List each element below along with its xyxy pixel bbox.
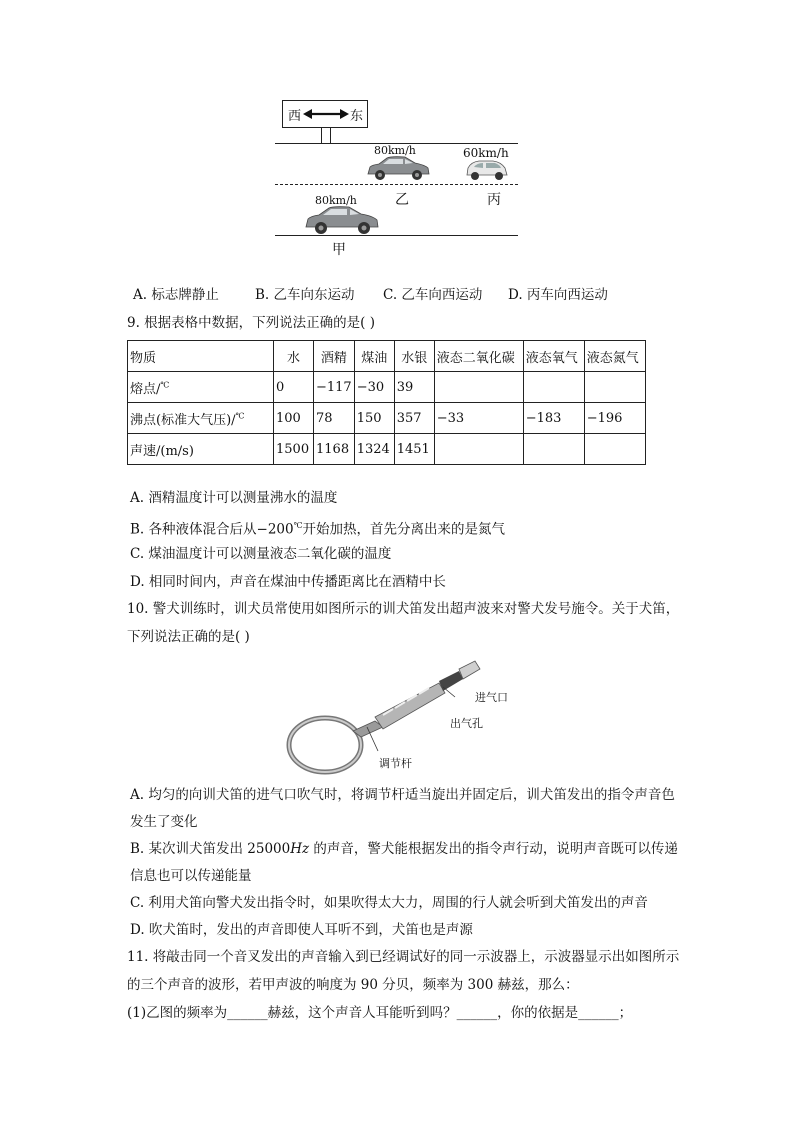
table-cell: 150 — [354, 403, 394, 434]
table-header-row — [128, 341, 646, 372]
table-cell: −33 — [434, 403, 523, 434]
q9-option-c[interactable]: C. 煤油温度计可以测量液态二氧化碳的温度 — [130, 546, 392, 562]
substance-table — [127, 340, 646, 465]
table-cell: 1324 — [354, 434, 394, 465]
q11-line1: 11. 将敲击同一个音叉发出的声音输入到已经调试好的同一示波器上，示波器显示出如图所示 — [127, 949, 680, 965]
sign-post — [321, 127, 331, 144]
dog-whistle-figure — [283, 655, 523, 780]
q10-option-c[interactable]: C. 利用犬笛向警犬发出指令时，如果吹得太大力，周围的行人就会听到犬笛发出的声音 — [130, 895, 648, 911]
table-cell: 100 — [274, 403, 314, 434]
row-label-text: 声速/(m/s) — [130, 443, 194, 459]
q8-option-b[interactable]: B. 乙车向东运动 — [255, 287, 355, 303]
q9-option-b[interactable] — [130, 516, 505, 540]
table-header-cell: 煤油 — [354, 341, 394, 372]
table-row-label — [128, 403, 274, 434]
q10-stem-line2: 下列说法正确的是( ) — [127, 629, 250, 645]
car-yi-speed: 80km/h — [374, 144, 416, 157]
q10-option-d[interactable]: D. 吹犬笛时，发出的声音即使人耳听不到，犬笛也是声源 — [130, 922, 473, 938]
road-figure — [270, 96, 520, 261]
table-header-cell: 水银 — [394, 341, 434, 372]
q10-option-b-hz: Hz — [290, 841, 310, 857]
table-row — [128, 372, 646, 403]
car-bing-icon — [465, 160, 509, 182]
adjust-rod-label: 调节杆 — [379, 757, 412, 770]
q10-option-b-line2: 信息也可以传递能量 — [130, 868, 252, 884]
car-yi-icon — [365, 156, 431, 182]
table-header-cell: 物质 — [128, 341, 274, 372]
q9-option-b-unit: ℃ — [293, 521, 303, 530]
table-header-cell: 液态二氧化碳 — [434, 341, 523, 372]
car-yi-label: 乙 — [395, 192, 409, 208]
table-row — [128, 403, 646, 434]
outlet-label: 出气孔 — [450, 717, 483, 730]
q11-line3: (1)乙图的频率为______赫兹，这个声音人耳能听到吗？______，你的依据是______； — [127, 1005, 633, 1021]
q9-stem: 9. 根据表格中数据，下列说法正确的是( ) — [127, 315, 375, 331]
table-header-cell: 液态氮气 — [584, 341, 645, 372]
table-cell: −196 — [584, 403, 645, 434]
car-jia-icon — [303, 206, 381, 236]
sign-east-label: 东 — [350, 109, 364, 124]
table-cell: 78 — [314, 403, 355, 434]
road-center-line — [275, 184, 518, 185]
inlet-label: 进气口 — [475, 691, 508, 704]
q10-stem-line1: 10. 警犬训练时，训犬员常使用如图所示的训犬笛发出超声波来对警犬发号施令。关于犬笛， — [127, 601, 680, 617]
table-cell: 0 — [274, 372, 314, 403]
table-cell: 357 — [394, 403, 434, 434]
row-label-unit: ℃ — [160, 380, 170, 390]
table-header-cell: 水 — [274, 341, 314, 372]
table-row-label — [128, 434, 274, 465]
table-cell: −183 — [523, 403, 584, 434]
table-row-label — [128, 372, 274, 403]
double-arrow-icon — [303, 107, 349, 121]
row-label-text: 熔点/ — [130, 381, 161, 397]
q10-option-b-pre: B. 某次训犬笛发出 25000 — [130, 841, 291, 857]
q11-line2: 的三个声音的波形，若甲声波的响度为 90 分贝，频率为 300 赫兹，那么： — [127, 977, 579, 993]
table-cell — [434, 372, 523, 403]
car-jia-speed: 80km/h — [315, 194, 357, 207]
table-header-cell: 酒精 — [314, 341, 355, 372]
table-cell — [584, 434, 645, 465]
car-bing-label: 丙 — [487, 192, 501, 208]
q8-option-d[interactable]: D. 丙车向西运动 — [508, 287, 608, 303]
car-jia-label: 甲 — [332, 242, 346, 258]
q8-option-c[interactable]: C. 乙车向西运动 — [383, 287, 483, 303]
q8-option-a[interactable]: A. 标志牌静止 — [133, 287, 219, 303]
q10-option-b-line1[interactable] — [130, 839, 678, 859]
q9-option-b-post: 开始加热，首先分离出来的是氮气 — [302, 521, 506, 538]
table-cell: 1500 — [274, 434, 314, 465]
table-header-cell: 液态氧气 — [523, 341, 584, 372]
table-cell — [584, 372, 645, 403]
table-cell: −30 — [354, 372, 394, 403]
car-bing-speed: 60km/h — [463, 146, 509, 160]
direction-sign — [282, 100, 368, 128]
q10-option-b-post: 的声音，警犬能根据发出的指令声行动，说明声音既可以传递 — [309, 841, 678, 857]
row-label-text: 沸点(标准大气压)/ — [130, 412, 236, 428]
table-cell: 1451 — [394, 434, 434, 465]
table-cell: 1168 — [314, 434, 355, 465]
table-cell — [523, 434, 584, 465]
table-cell: 39 — [394, 372, 434, 403]
table-cell — [434, 434, 523, 465]
q9-option-d[interactable]: D. 相同时间内，声音在煤油中传播距离比在酒精中长 — [130, 574, 446, 590]
table-cell — [523, 372, 584, 403]
q9-option-b-pre: B. 各种液体混合后从−200 — [130, 521, 294, 538]
sign-west-label: 西 — [288, 109, 302, 124]
q10-option-a-line2: 发生了变化 — [130, 814, 198, 830]
q10-option-a-line1[interactable]: A. 均匀的向训犬笛的进气口吹气时，将调节杆适当旋出并固定后，训犬笛发出的指令声音色 — [130, 787, 675, 803]
row-label-unit: ℃ — [235, 411, 245, 421]
table-row — [128, 434, 646, 465]
q9-option-a[interactable]: A. 酒精温度计可以测量沸水的温度 — [130, 490, 338, 506]
table-cell: −117 — [314, 372, 355, 403]
